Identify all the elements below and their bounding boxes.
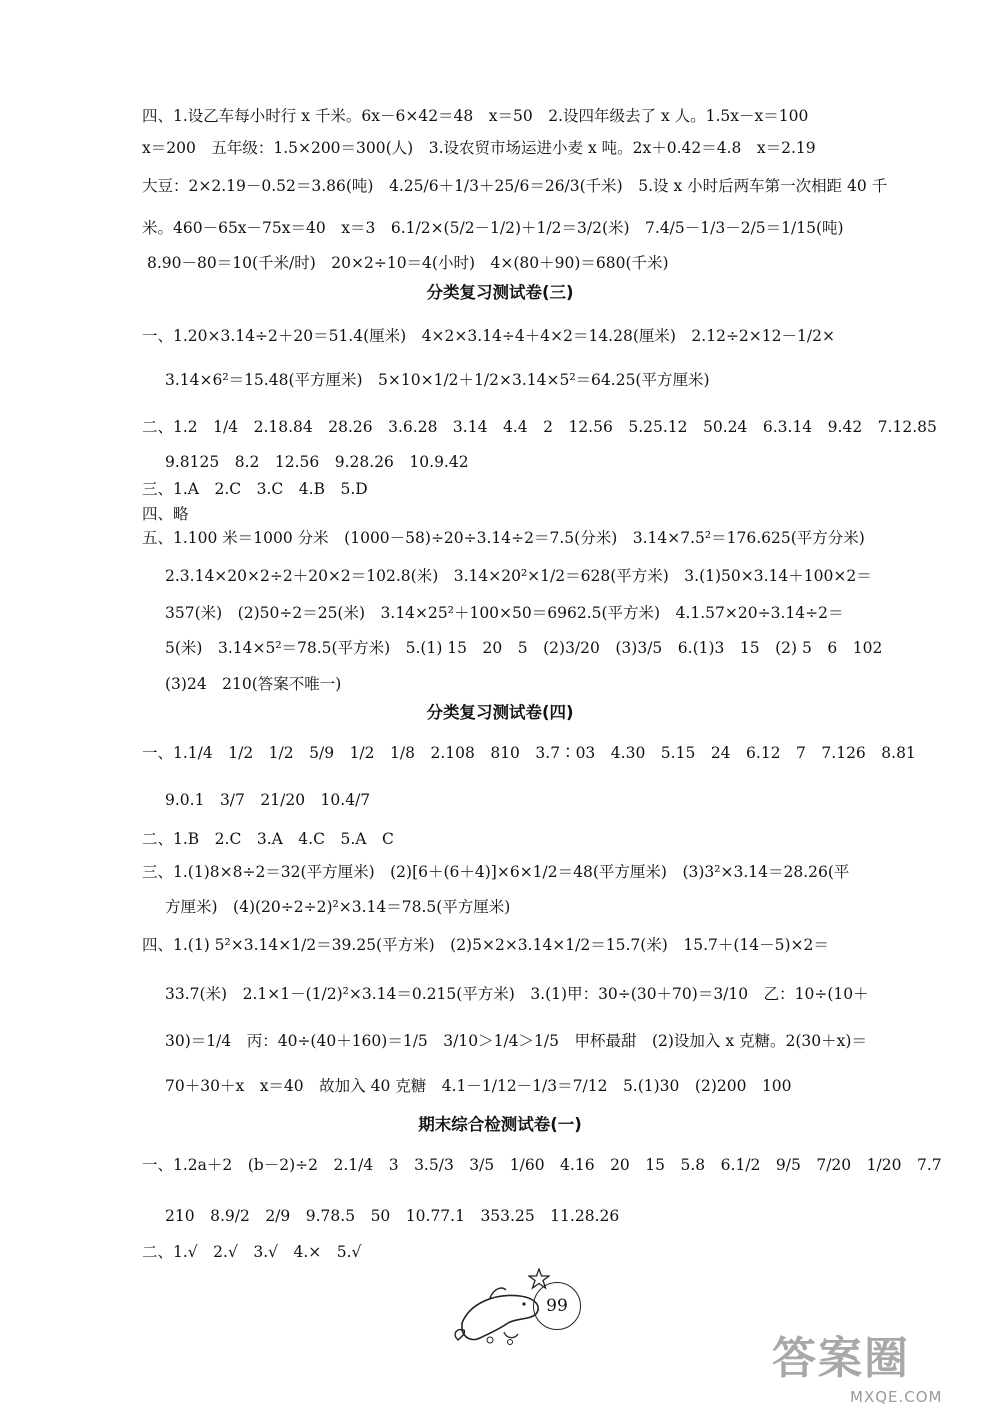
watermark-logo: 答案圈 bbox=[772, 1333, 910, 1384]
page-number: 99 bbox=[533, 1282, 581, 1330]
section-title: 分类复习测试卷(四) bbox=[426, 703, 574, 722]
watermark-url: MXQE.COM bbox=[850, 1388, 943, 1406]
section-title: 期末综合检测试卷(一) bbox=[418, 1115, 582, 1134]
section-title: 分类复习测试卷(三) bbox=[426, 283, 574, 302]
watermark bbox=[772, 1322, 982, 1412]
